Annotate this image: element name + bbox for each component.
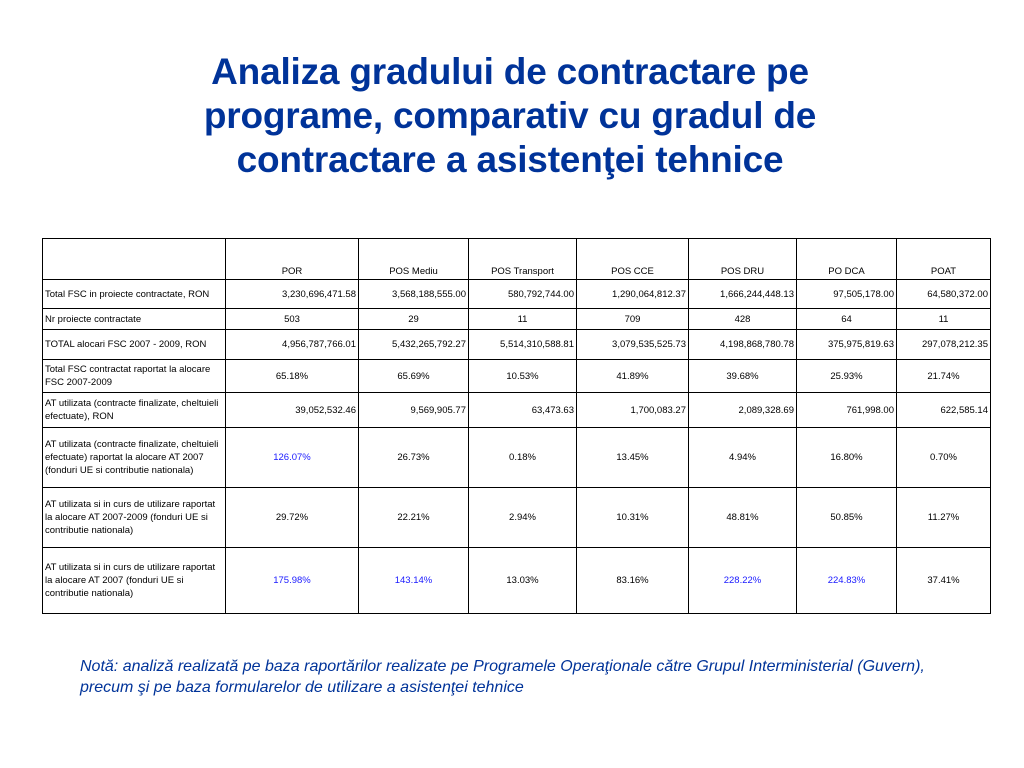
table-cell: 16.80% bbox=[797, 428, 897, 488]
table-cell: 26.73% bbox=[359, 428, 469, 488]
footnote: Notă: analiză realizată pe baza raportărilor realizate pe Programele Operaţionale către Grupul Interministerial (Guvern), precum şi pe baza formularelor de utilizare a asistenţei tehnice bbox=[80, 658, 925, 696]
table-cell: 50.85% bbox=[797, 488, 897, 548]
table-cell: 2.94% bbox=[469, 488, 577, 548]
table-row bbox=[43, 280, 991, 309]
table-cell: 65.69% bbox=[359, 360, 469, 393]
table-cell: 709 bbox=[577, 309, 689, 330]
table-row bbox=[43, 393, 991, 428]
table-cell: 10.31% bbox=[577, 488, 689, 548]
table-cell: 4,198,868,780.78 bbox=[689, 330, 797, 360]
table-cell: 375,975,819.63 bbox=[797, 330, 897, 360]
table-row bbox=[43, 428, 991, 488]
header-row bbox=[43, 239, 991, 280]
header-cell: POS Mediu bbox=[359, 239, 469, 280]
table-cell: 22.21% bbox=[359, 488, 469, 548]
header-cell: POS DRU bbox=[689, 239, 797, 280]
table-row bbox=[43, 548, 991, 614]
table-cell: 143.14% bbox=[359, 548, 469, 614]
table-cell: 1,290,064,812.37 bbox=[577, 280, 689, 309]
table-cell: 5,432,265,792.27 bbox=[359, 330, 469, 360]
title-line: Analiza gradului de contractare pe bbox=[211, 51, 809, 92]
row-label: TOTAL alocari FSC 2007 - 2009, RON bbox=[43, 330, 226, 360]
table-cell: 228.22% bbox=[689, 548, 797, 614]
header-cell bbox=[43, 239, 226, 280]
table-cell: 48.81% bbox=[689, 488, 797, 548]
header-cell: POS CCE bbox=[577, 239, 689, 280]
table-row bbox=[43, 360, 991, 393]
table-cell: 3,568,188,555.00 bbox=[359, 280, 469, 309]
table-cell: 83.16% bbox=[577, 548, 689, 614]
row-label: AT utilizata si in curs de utilizare raportat la alocare AT 2007 (fonduri UE si contributie nationala) bbox=[43, 548, 226, 614]
row-label: AT utilizata (contracte finalizate, cheltuieli efectuate), RON bbox=[43, 393, 226, 428]
table-cell: 297,078,212.35 bbox=[897, 330, 991, 360]
table-cell: 64,580,372.00 bbox=[897, 280, 991, 309]
table-cell: 65.18% bbox=[226, 360, 359, 393]
table-cell: 29.72% bbox=[226, 488, 359, 548]
table-cell: 13.45% bbox=[577, 428, 689, 488]
table-cell: 0.70% bbox=[897, 428, 991, 488]
table-cell: 21.74% bbox=[897, 360, 991, 393]
table-cell: 11 bbox=[897, 309, 991, 330]
table-cell: 41.89% bbox=[577, 360, 689, 393]
header-cell: POAT bbox=[897, 239, 991, 280]
table-cell: 580,792,744.00 bbox=[469, 280, 577, 309]
table-cell: 5,514,310,588.81 bbox=[469, 330, 577, 360]
table-row bbox=[43, 309, 991, 330]
title-line: programe, comparativ cu gradul de bbox=[203, 95, 817, 136]
row-label: AT utilizata si in curs de utilizare raportat la alocare AT 2007-2009 (fonduri UE si contributie nationala) bbox=[43, 488, 226, 548]
table-cell: 39,052,532.46 bbox=[226, 393, 359, 428]
title-line: contractare a asistenţei tehnice bbox=[236, 139, 784, 180]
table-cell: 224.83% bbox=[797, 548, 897, 614]
table-cell: 2,089,328.69 bbox=[689, 393, 797, 428]
table-row bbox=[43, 488, 991, 548]
table-cell: 11.27% bbox=[897, 488, 991, 548]
row-label: Total FSC in proiecte contractate, RON bbox=[43, 280, 226, 309]
table-cell: 4.94% bbox=[689, 428, 797, 488]
table-cell: 761,998.00 bbox=[797, 393, 897, 428]
table-cell: 175.98% bbox=[226, 548, 359, 614]
row-label: Nr proiecte contractate bbox=[43, 309, 226, 330]
table-cell: 63,473.63 bbox=[469, 393, 577, 428]
table-cell: 126.07% bbox=[226, 428, 359, 488]
table-cell: 3,079,535,525.73 bbox=[577, 330, 689, 360]
header-cell: POS Transport bbox=[469, 239, 577, 280]
table-cell: 64 bbox=[797, 309, 897, 330]
header-cell: POR bbox=[226, 239, 359, 280]
table-cell: 622,585.14 bbox=[897, 393, 991, 428]
table-cell: 11 bbox=[469, 309, 577, 330]
table-cell: 10.53% bbox=[469, 360, 577, 393]
table-cell: 4,956,787,766.01 bbox=[226, 330, 359, 360]
slide-title bbox=[60, 50, 960, 182]
row-label: AT utilizata (contracte finalizate, cheltuieli efectuate) raportat la alocare AT 2007 (fonduri UE si contributie nationala) bbox=[43, 428, 226, 488]
table-cell: 0.18% bbox=[469, 428, 577, 488]
comparison-table bbox=[42, 238, 991, 614]
table-cell: 9,569,905.77 bbox=[359, 393, 469, 428]
table-cell: 39.68% bbox=[689, 360, 797, 393]
table-cell: 37.41% bbox=[897, 548, 991, 614]
table-cell: 3,230,696,471.58 bbox=[226, 280, 359, 309]
table-cell: 29 bbox=[359, 309, 469, 330]
table-cell: 25.93% bbox=[797, 360, 897, 393]
table-cell: 13.03% bbox=[469, 548, 577, 614]
table-cell: 503 bbox=[226, 309, 359, 330]
table-row bbox=[43, 330, 991, 360]
table-cell: 1,666,244,448.13 bbox=[689, 280, 797, 309]
header-cell: PO DCA bbox=[797, 239, 897, 280]
table-cell: 97,505,178.00 bbox=[797, 280, 897, 309]
table-cell: 1,700,083.27 bbox=[577, 393, 689, 428]
row-label: Total FSC contractat raportat la alocare FSC 2007-2009 bbox=[43, 360, 226, 393]
table-cell: 428 bbox=[689, 309, 797, 330]
